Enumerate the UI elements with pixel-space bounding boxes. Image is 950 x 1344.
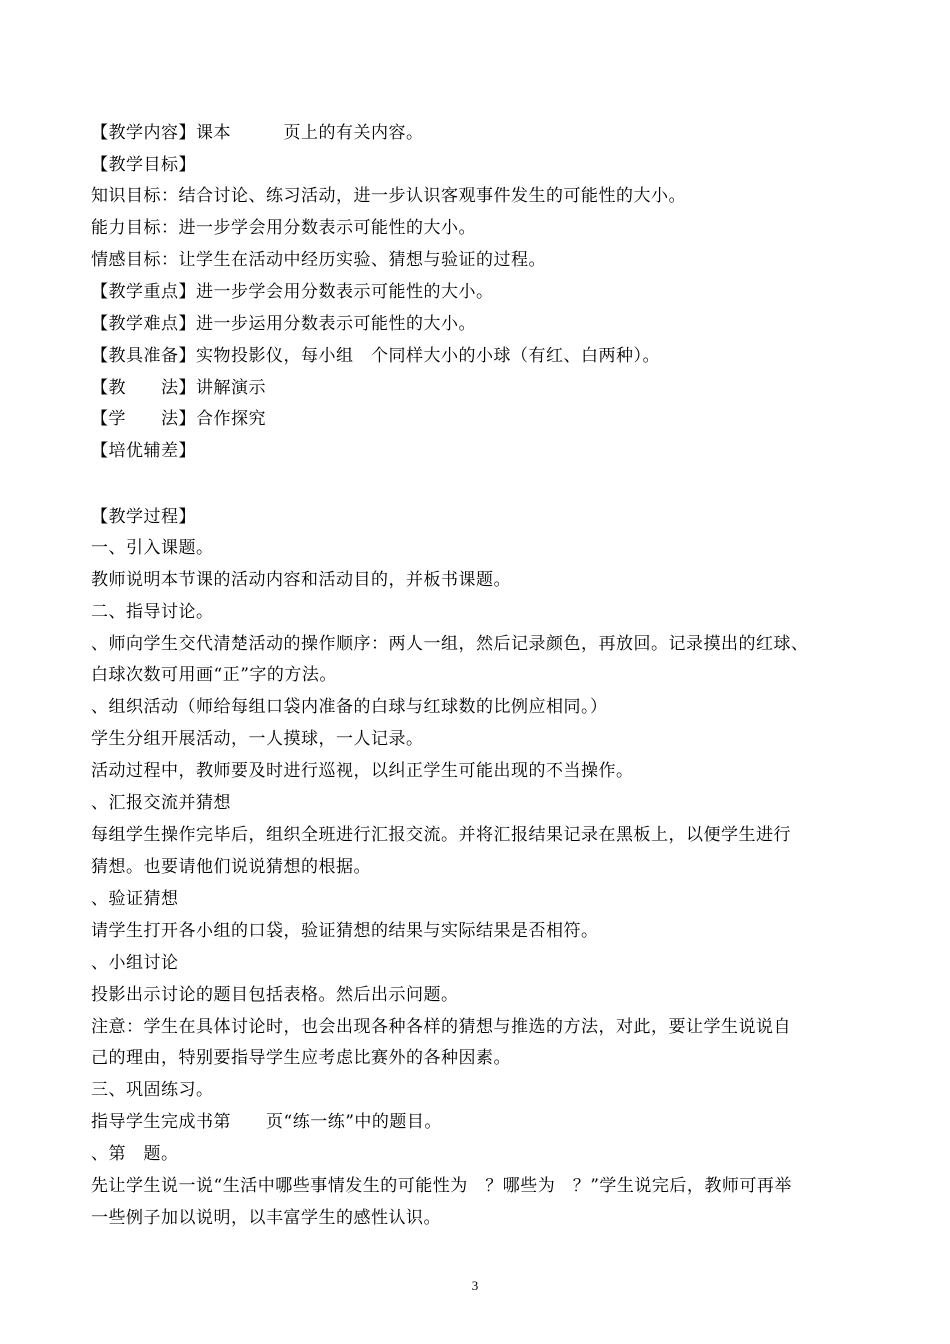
text-line: 注意：学生在具体讨论时，也会出现各种各样的猜想与推选的方法，对此，要让学生说说自 xyxy=(91,1017,791,1037)
text-line: 猜想。也要请他们说说猜想的根据。 xyxy=(91,857,371,877)
text-line: 教师说明本节课的活动内容和活动目的，并板书课题。 xyxy=(91,570,511,590)
text-line: 三、巩固练习。 xyxy=(91,1080,214,1100)
text-line: 【教学重点】进一步学会用分数表示可能性的大小。 xyxy=(91,282,494,302)
text-line: 【学 法】合作探究 xyxy=(91,409,266,429)
text-line: 活动过程中，教师要及时进行巡视，以纠正学生可能出现的不当操作。 xyxy=(91,761,634,781)
text-line: 学生分组开展活动，一人摸球，一人记录。 xyxy=(91,729,424,749)
text-line: 【教学难点】进一步运用分数表示可能性的大小。 xyxy=(91,314,476,334)
text-line: 【教学内容】课本 页上的有关内容。 xyxy=(91,123,424,143)
page-number: 3 xyxy=(471,1278,479,1293)
text-line: 【培优辅差】 xyxy=(91,441,196,461)
text-line: 每组学生操作完毕后，组织全班进行汇报交流。并将汇报结果记录在黑板上，以便学生进行 xyxy=(91,825,791,845)
text-line: 、验证猜想 xyxy=(91,889,179,909)
text-line: 能力目标：进一步学会用分数表示可能性的大小。 xyxy=(91,218,476,238)
text-line: 、汇报交流并猜想 xyxy=(91,793,231,813)
section-heading: 【教学过程】 xyxy=(91,507,196,527)
text-line: 一、引入课题。 xyxy=(91,538,214,558)
text-line: 【教 法】讲解演示 xyxy=(91,378,266,398)
text-line: 指导学生完成书第 页“练一练”中的题目。 xyxy=(91,1112,442,1132)
text-line: 请学生打开各小组的口袋，验证猜想的结果与实际结果是否相符。 xyxy=(91,921,599,941)
text-line: 、师向学生交代清楚活动的操作顺序：两人一组，然后记录颜色，再放回。记录摸出的红球、 xyxy=(91,634,809,654)
text-line: 、组织活动（师给每组口袋内准备的白球与红球数的比例应相同。） xyxy=(91,697,608,717)
text-line: 先让学生说一说“生活中哪些事情发生的可能性为 ？哪些为 ？”学生说完后，教师可再举 xyxy=(91,1176,792,1196)
text-line: 、第 题。 xyxy=(91,1144,179,1164)
text-line: 白球次数可用画“正”字的方法。 xyxy=(91,665,337,685)
text-line: 一些例子加以说明，以丰富学生的感性认识。 xyxy=(91,1208,441,1228)
text-line: 二、指导讨论。 xyxy=(91,602,214,622)
text-line: 【教具准备】实物投影仪，每小组 个同样大小的小球（有红、白两种）。 xyxy=(91,346,660,366)
text-line: 投影出示讨论的题目包括表格。然后出示问题。 xyxy=(91,985,459,1005)
text-line: 、小组讨论 xyxy=(91,953,179,973)
text-line: 知识目标：结合讨论、练习活动，进一步认识客观事件发生的可能性的大小。 xyxy=(91,186,686,206)
text-line: 己的理由，特别要指导学生应考虑比赛外的各种因素。 xyxy=(91,1048,511,1068)
text-line: 【教学目标】 xyxy=(91,155,196,175)
text-line: 情感目标：让学生在活动中经历实验、猜想与验证的过程。 xyxy=(91,250,546,270)
